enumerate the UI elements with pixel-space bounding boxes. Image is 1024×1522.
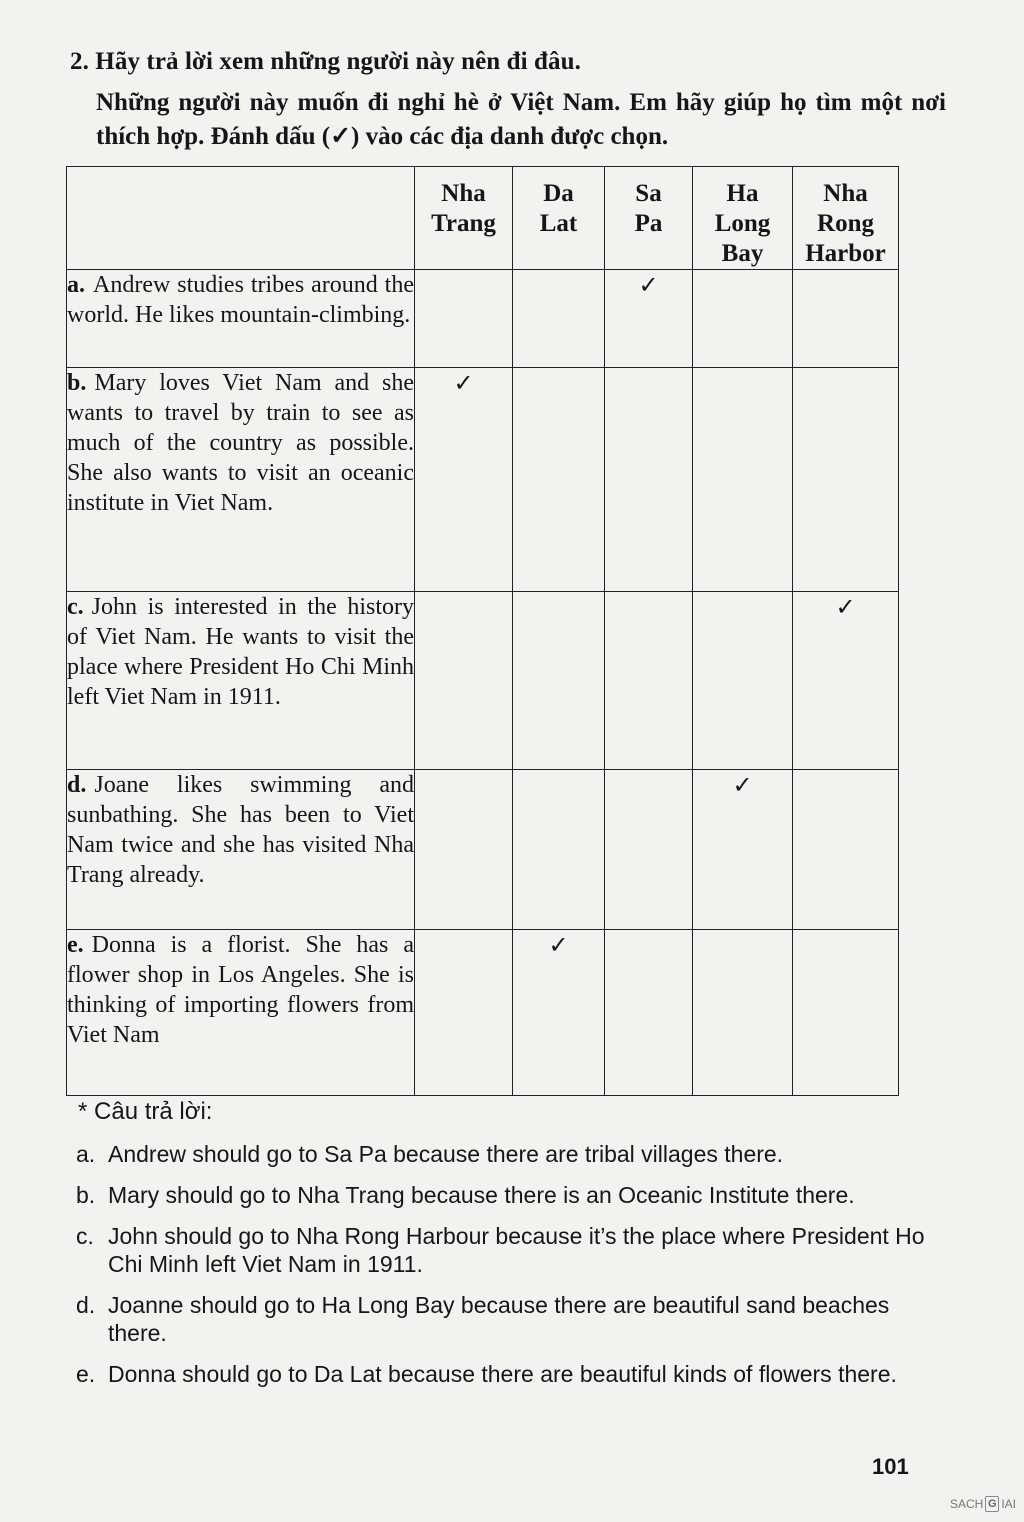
check-cell [793,368,899,592]
check-cell [793,930,899,1096]
checkmark-icon: ✓ [638,271,659,299]
watermark-logo: SACH G IAI [949,1497,1016,1511]
check-cell [793,592,899,770]
answers-label: * Câu trả lời: [78,1098,213,1125]
check-cell [513,592,605,770]
check-cell [693,930,793,1096]
check-cell [693,770,793,930]
check-cell [513,368,605,592]
header-nha-rong-harbor: Nha Rong Harbor [793,167,899,270]
check-cell [415,592,513,770]
person-description: c. John is interested in the history of Viet Nam. He wants to visit the place where President Ho Chi Minh left Viet Nam in 1911. [67,592,415,770]
check-cell [415,930,513,1096]
check-cell [605,592,693,770]
exercise-title: 2. Hãy trả lời xem những người này nên đi đâu. [70,48,581,75]
check-cell [415,770,513,930]
check-cell [415,368,513,592]
check-cell [693,270,793,368]
answer-item: b. Mary should go to Nha Trang because there is an Oceanic Institute there. [76,1182,855,1208]
places-table [66,166,899,1096]
person-description: d. Joane likes swimming and sunbathing. She has been to Viet Nam twice and she has visited Nha Trang already. [67,770,415,930]
table-row [67,592,899,770]
header-nha-trang: Nha Trang [415,167,513,270]
check-cell [605,930,693,1096]
answer-item: e. Donna should go to Da Lat because there are beautiful kinds of flowers there. [76,1361,897,1387]
check-cell [513,270,605,368]
table-row [67,930,899,1096]
table-header-row [67,167,899,270]
check-cell [793,270,899,368]
check-cell [605,368,693,592]
person-description: a. Andrew studies tribes around the world. He likes mountain-climbing. [67,270,415,368]
check-cell [415,270,513,368]
checkmark-icon: ✓ [732,771,753,799]
header-ha-long-bay: Ha Long Bay [693,167,793,270]
check-cell [693,592,793,770]
checkmark-icon: ✓ [835,593,856,621]
answer-item: a. Andrew should go to Sa Pa because there are tribal villages there. [76,1141,784,1167]
checkmark-icon: ✓ [453,369,474,397]
page-number: 101 [872,1454,909,1479]
answers-list [76,1140,936,1401]
exercise-instructions: Những người này muốn đi nghỉ hè ở Việt Nam. Em hãy giúp họ tìm một nơi thích hợp. Đánh dấu (✓) vào các địa danh được chọn. [96,89,946,150]
answer-item: d. Joanne should go to Ha Long Bay because there are beautiful sand beaches there. [76,1292,890,1346]
table-row [67,270,899,368]
table-row [67,770,899,930]
check-cell [605,270,693,368]
check-cell [513,770,605,930]
check-cell [513,930,605,1096]
header-da-lat: Da Lat [513,167,605,270]
header-empty-cell [67,167,415,270]
table-row [67,368,899,592]
person-description: e. Donna is a florist. She has a flower shop in Los Angeles. She is thinking of importing flowers from Viet Nam [67,930,415,1096]
check-cell [793,770,899,930]
header-sa-pa: Sa Pa [605,167,693,270]
answer-item: c. John should go to Nha Rong Harbour because it’s the place where President Ho Chi Minh left Viet Nam in 1911. [76,1223,925,1277]
table-body [67,270,899,1096]
person-description: b. Mary loves Viet Nam and she wants to travel by train to see as much of the country as possible. She also wants to visit an oceanic institute in Viet Nam. [67,368,415,592]
checkmark-icon: ✓ [548,931,569,959]
check-cell [693,368,793,592]
check-cell [605,770,693,930]
